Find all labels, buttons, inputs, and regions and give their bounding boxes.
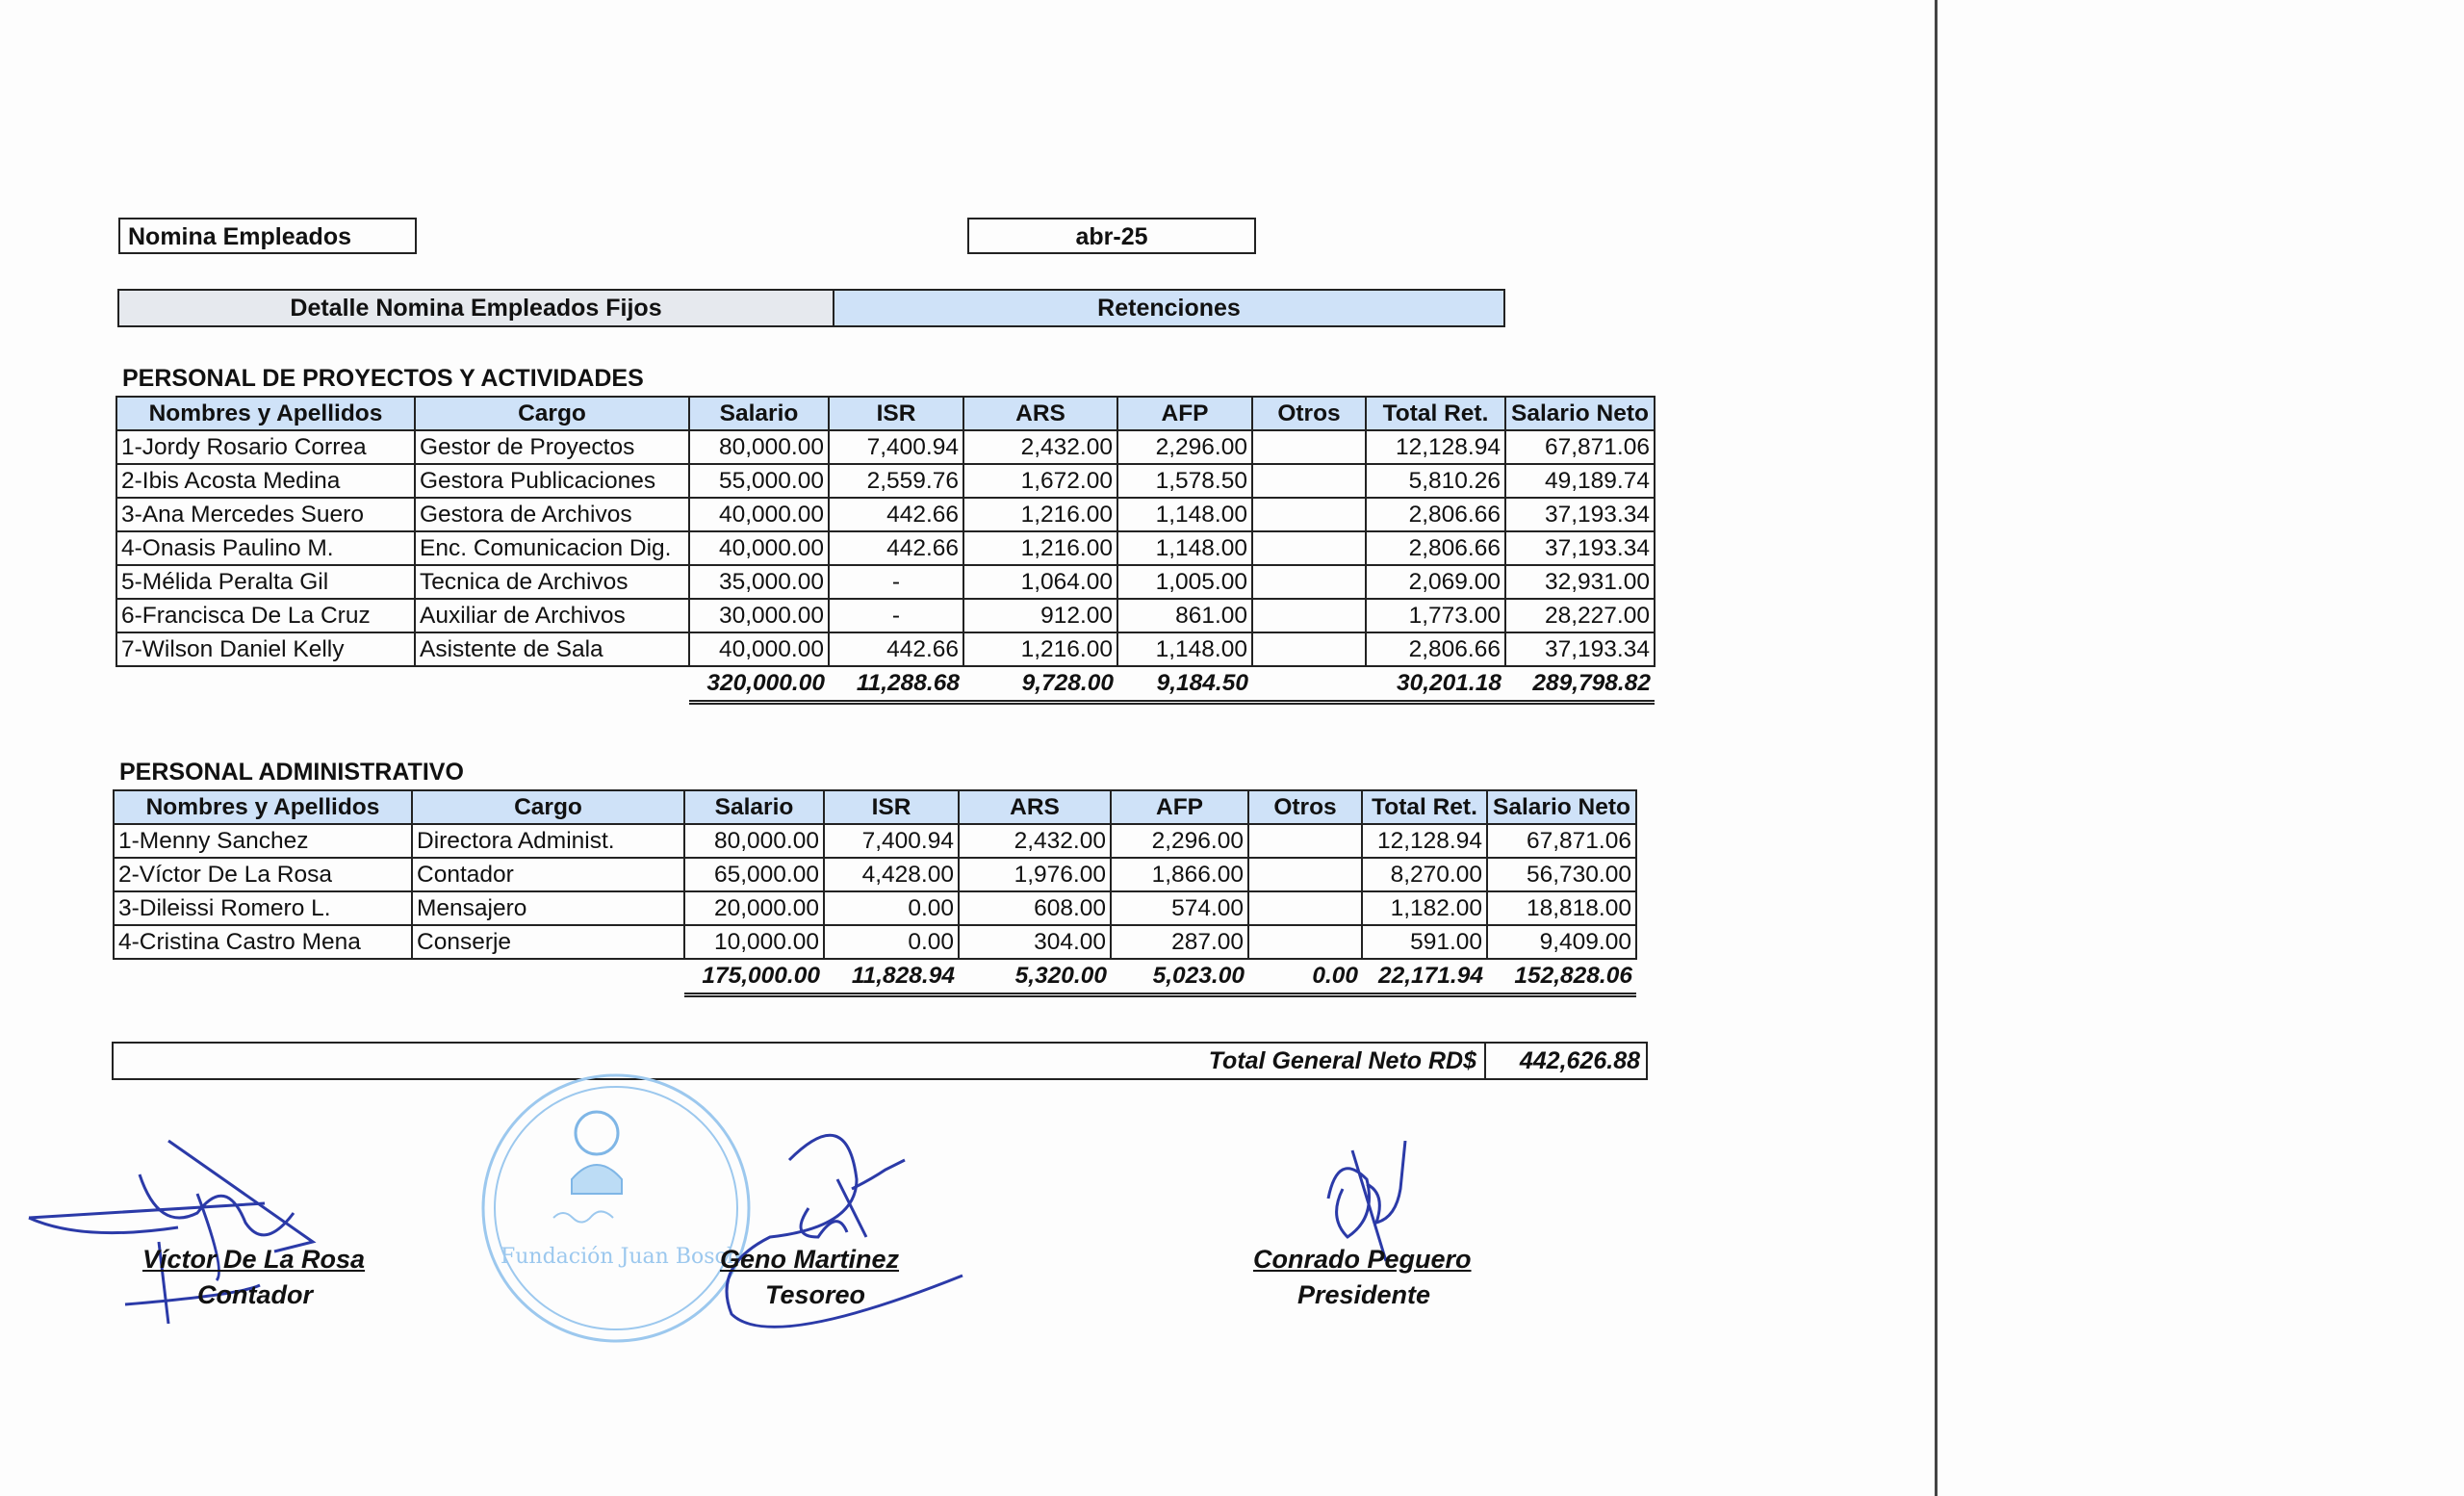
column-header: Total Ret. <box>1366 397 1505 430</box>
amount-cell: 1,773.00 <box>1366 599 1505 632</box>
amount-cell <box>1252 464 1366 498</box>
total-cell: 5,023.00 <box>1111 959 1248 995</box>
column-header: Salario <box>689 397 829 430</box>
position-cell: Mensajero <box>412 891 684 925</box>
amount-cell <box>1252 531 1366 565</box>
amount-cell: 40,000.00 <box>689 498 829 531</box>
amount-cell: 1,866.00 <box>1111 858 1248 891</box>
amount-cell <box>1252 430 1366 464</box>
admin-payroll-table <box>113 789 1637 997</box>
position-cell: Gestor de Proyectos <box>415 430 689 464</box>
position-cell: Contador <box>412 858 684 891</box>
total-cell: 11,828.94 <box>824 959 959 995</box>
employee-name-cell: 4-Cristina Castro Mena <box>114 925 412 959</box>
total-cell: 30,201.18 <box>1366 666 1505 703</box>
column-header: Salario <box>684 790 824 824</box>
amount-cell: - <box>829 599 963 632</box>
total-cell: 289,798.82 <box>1505 666 1655 703</box>
amount-cell: 67,871.06 <box>1487 824 1636 858</box>
table-row <box>116 565 1655 599</box>
employee-name-cell: 1-Jordy Rosario Correa <box>116 430 415 464</box>
column-header: Cargo <box>415 397 689 430</box>
totals-spacer <box>114 959 684 995</box>
amount-cell: 28,227.00 <box>1505 599 1655 632</box>
amount-cell: 287.00 <box>1111 925 1248 959</box>
amount-cell <box>1248 858 1362 891</box>
column-header: Total Ret. <box>1362 790 1487 824</box>
amount-cell: 49,189.74 <box>1505 464 1655 498</box>
payroll-period: abr-25 <box>967 218 1256 254</box>
total-cell: 0.00 <box>1248 959 1362 995</box>
amount-cell <box>1248 824 1362 858</box>
amount-cell: 30,000.00 <box>689 599 829 632</box>
position-cell: Directora Administ. <box>412 824 684 858</box>
amount-cell: 2,296.00 <box>1117 430 1252 464</box>
employee-name-cell: 2-Víctor De La Rosa <box>114 858 412 891</box>
table-row <box>116 498 1655 531</box>
employee-name-cell: 3-Ana Mercedes Suero <box>116 498 415 531</box>
amount-cell: 591.00 <box>1362 925 1487 959</box>
amount-cell: 35,000.00 <box>689 565 829 599</box>
amount-cell: 1,064.00 <box>963 565 1117 599</box>
amount-cell: 1,216.00 <box>963 498 1117 531</box>
totals-row <box>114 959 1636 995</box>
amount-cell: 2,432.00 <box>963 430 1117 464</box>
amount-cell: 2,432.00 <box>959 824 1111 858</box>
amount-cell: 1,216.00 <box>963 632 1117 666</box>
table-row <box>114 891 1636 925</box>
total-cell: 22,171.94 <box>1362 959 1487 995</box>
amount-cell <box>1252 565 1366 599</box>
scan-edge-line <box>1935 0 1938 1496</box>
amount-cell: 65,000.00 <box>684 858 824 891</box>
table-row <box>114 858 1636 891</box>
position-cell: Tecnica de Archivos <box>415 565 689 599</box>
amount-cell: 304.00 <box>959 925 1111 959</box>
amount-cell: 442.66 <box>829 531 963 565</box>
amount-cell: 442.66 <box>829 632 963 666</box>
totals-row <box>116 666 1655 703</box>
amount-cell <box>1252 632 1366 666</box>
amount-cell: 2,806.66 <box>1366 498 1505 531</box>
section-band <box>117 289 1505 327</box>
amount-cell: 2,069.00 <box>1366 565 1505 599</box>
amount-cell: 574.00 <box>1111 891 1248 925</box>
total-cell: 320,000.00 <box>689 666 829 703</box>
amount-cell: 12,128.94 <box>1362 824 1487 858</box>
position-cell: Conserje <box>412 925 684 959</box>
column-header: Nombres y Apellidos <box>116 397 415 430</box>
employee-name-cell: 2-Ibis Acosta Medina <box>116 464 415 498</box>
amount-cell: 1,005.00 <box>1117 565 1252 599</box>
amount-cell: 1,182.00 <box>1362 891 1487 925</box>
amount-cell <box>1252 599 1366 632</box>
employee-name-cell: 6-Francisca De La Cruz <box>116 599 415 632</box>
grand-total-label: Total General Neto RD$ <box>1209 1044 1486 1078</box>
column-header: ARS <box>959 790 1111 824</box>
amount-cell: 40,000.00 <box>689 632 829 666</box>
table-row <box>114 824 1636 858</box>
projects-section-title: PERSONAL DE PROYECTOS Y ACTIVIDADES <box>122 365 644 392</box>
amount-cell: 9,409.00 <box>1487 925 1636 959</box>
signer-name-contador: Víctor De La Rosa <box>142 1245 366 1274</box>
amount-cell: 37,193.34 <box>1505 632 1655 666</box>
position-cell: Asistente de Sala <box>415 632 689 666</box>
projects-payroll-table <box>116 396 1656 705</box>
amount-cell: 2,806.66 <box>1366 632 1505 666</box>
amount-cell: 608.00 <box>959 891 1111 925</box>
signer-role-presidente: Presidente <box>1297 1280 1431 1309</box>
column-header: ISR <box>829 397 963 430</box>
column-header: Salario Neto <box>1487 790 1636 824</box>
table-row <box>116 531 1655 565</box>
employee-name-cell: 5-Mélida Peralta Gil <box>116 565 415 599</box>
column-header: Otros <box>1252 397 1366 430</box>
table-row <box>116 464 1655 498</box>
signer-name-tesorero: Geno Martinez <box>720 1245 900 1274</box>
amount-cell: 40,000.00 <box>689 531 829 565</box>
total-cell: 175,000.00 <box>684 959 824 995</box>
amount-cell: 56,730.00 <box>1487 858 1636 891</box>
amount-cell: 4,428.00 <box>824 858 959 891</box>
amount-cell <box>1252 498 1366 531</box>
amount-cell: 1,672.00 <box>963 464 1117 498</box>
amount-cell: 10,000.00 <box>684 925 824 959</box>
signer-name-presidente: Conrado Peguero <box>1253 1245 1472 1274</box>
amount-cell: 20,000.00 <box>684 891 824 925</box>
amount-cell: 0.00 <box>824 891 959 925</box>
amount-cell: 55,000.00 <box>689 464 829 498</box>
position-cell: Enc. Comunicacion Dig. <box>415 531 689 565</box>
total-cell: 11,288.68 <box>829 666 963 703</box>
table-row <box>116 632 1655 666</box>
column-header: Salario Neto <box>1505 397 1655 430</box>
amount-cell: 2,806.66 <box>1366 531 1505 565</box>
total-cell: 9,184.50 <box>1117 666 1252 703</box>
column-header: Nombres y Apellidos <box>114 790 412 824</box>
amount-cell: 7,400.94 <box>824 824 959 858</box>
column-header: ARS <box>963 397 1117 430</box>
signer-role-contador: Contador <box>197 1280 313 1309</box>
band-detail-label: Detalle Nomina Empleados Fijos <box>119 291 834 325</box>
amount-cell <box>1248 891 1362 925</box>
position-cell: Gestora Publicaciones <box>415 464 689 498</box>
amount-cell: 912.00 <box>963 599 1117 632</box>
column-header: AFP <box>1111 790 1248 824</box>
grand-total-value: 442,626.88 <box>1519 1047 1640 1074</box>
amount-cell: 1,578.50 <box>1117 464 1252 498</box>
total-cell: 9,728.00 <box>963 666 1117 703</box>
band-retentions-label: Retenciones <box>834 291 1503 325</box>
total-cell <box>1252 666 1366 703</box>
signer-role-tesorero: Tesoreo <box>765 1280 866 1309</box>
position-cell: Gestora de Archivos <box>415 498 689 531</box>
totals-spacer <box>116 666 689 703</box>
column-header: ISR <box>824 790 959 824</box>
amount-cell: 7,400.94 <box>829 430 963 464</box>
amount-cell: 1,148.00 <box>1117 531 1252 565</box>
amount-cell: 1,148.00 <box>1117 632 1252 666</box>
amount-cell: 1,148.00 <box>1117 498 1252 531</box>
amount-cell: 80,000.00 <box>684 824 824 858</box>
amount-cell: 1,976.00 <box>959 858 1111 891</box>
amount-cell: 18,818.00 <box>1487 891 1636 925</box>
table-row <box>116 599 1655 632</box>
admin-section-title: PERSONAL ADMINISTRATIVO <box>119 759 464 786</box>
amount-cell: - <box>829 565 963 599</box>
amount-cell: 0.00 <box>824 925 959 959</box>
amount-cell: 67,871.06 <box>1505 430 1655 464</box>
amount-cell: 80,000.00 <box>689 430 829 464</box>
amount-cell: 2,296.00 <box>1111 824 1248 858</box>
total-cell: 5,320.00 <box>959 959 1111 995</box>
amount-cell: 12,128.94 <box>1366 430 1505 464</box>
table-row <box>114 925 1636 959</box>
grand-total-box <box>112 1042 1648 1080</box>
column-header: AFP <box>1117 397 1252 430</box>
employee-name-cell: 3-Dileissi Romero L. <box>114 891 412 925</box>
total-cell: 152,828.06 <box>1487 959 1636 995</box>
amount-cell: 37,193.34 <box>1505 498 1655 531</box>
amount-cell: 442.66 <box>829 498 963 531</box>
column-header: Cargo <box>412 790 684 824</box>
column-header: Otros <box>1248 790 1362 824</box>
seal-text: Fundación Juan Bosch <box>500 1245 741 1269</box>
position-cell: Auxiliar de Archivos <box>415 599 689 632</box>
amount-cell: 32,931.00 <box>1505 565 1655 599</box>
amount-cell: 37,193.34 <box>1505 531 1655 565</box>
amount-cell <box>1248 925 1362 959</box>
amount-cell: 5,810.26 <box>1366 464 1505 498</box>
employee-name-cell: 1-Menny Sanchez <box>114 824 412 858</box>
payroll-title: Nomina Empleados <box>118 218 417 254</box>
amount-cell: 861.00 <box>1117 599 1252 632</box>
amount-cell: 2,559.76 <box>829 464 963 498</box>
amount-cell: 8,270.00 <box>1362 858 1487 891</box>
employee-name-cell: 4-Onasis Paulino M. <box>116 531 415 565</box>
table-row <box>116 430 1655 464</box>
employee-name-cell: 7-Wilson Daniel Kelly <box>116 632 415 666</box>
amount-cell: 1,216.00 <box>963 531 1117 565</box>
